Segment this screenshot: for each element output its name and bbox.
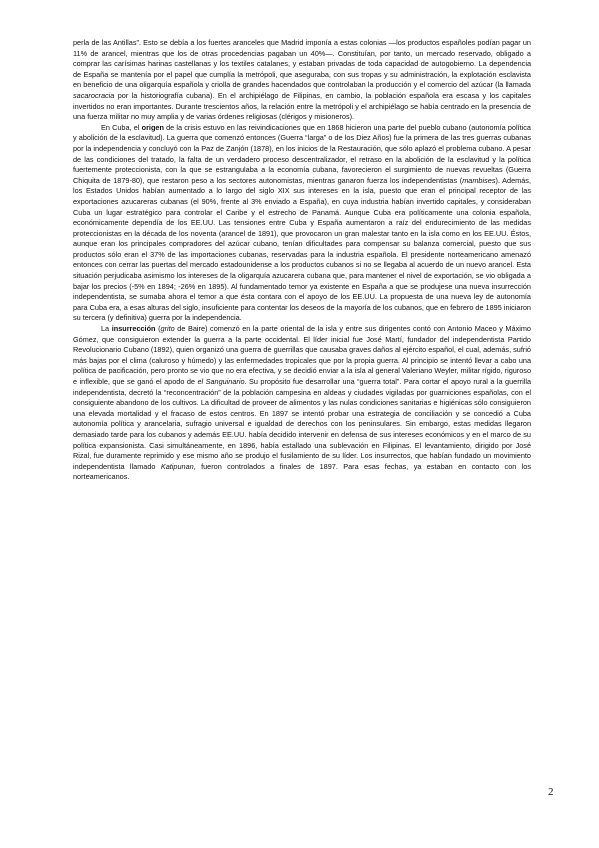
document-body <box>73 38 531 483</box>
text-run: por la historiografía cubana). En el archipiélago de Filipinas, en cambio, la población española era escasa y los capitales invertidos no eran importantes. Durante trescientos años, la relación entre la metrópoli y el archipiélago se había centrado en la presencia de una fuerza militar no muy amplia y de varias órdenes religiosas (clérigos y misioneros). <box>73 90 531 122</box>
text-run: perla de las Antillas”. Esto se debía a los fuertes aranceles que Madrid imponía a estas colonias —los productos españoles podían pagar un 11% de arancel, mientras que los de otras procedencias pagaban un 40%—. Constituían, por tanto, un mercado reservado, obligado a comprar las carísimas harinas castellanas y los textiles catalanes, y estaban privadas de toda capacidad de autogobierno. La dependencia de España se mantenía por el papel que cumplía la metrópoli, que aseguraba, con sus tropas y su administración, la explotación esclavista en beneficio de una oligarquía española y criolla de grandes hacendados que controlaban la producción y el comercio del azúcar (la llamada <box>73 38 531 90</box>
text-run: La <box>101 324 112 334</box>
text-run: de la crisis estuvo en las reivindicaciones que en 1868 hicieron una parte del pueblo cubano (autonomía política y abolición de la esclavitud). La guerra que comenzó entonces (Guerra “larga” o de los Diez Años) fue la primera de las tres guerras cubanas por la independencia y concluyó con la Paz de Zanjón (1878), en los inicios de la Restauración, que sólo aplazó el problema cubano. A pesar de las condiciones del tratado, la falta de un verdadero proceso descentralizador, el retraso en la abolición de la esclavitud y la política fuertemente proteccionista, con la que se estrangulaba a la economía cubana, favorecieron el surgimiento de nuevas revueltas (Guerra Chiquita de 1879-80), que restaron peso a los sectores autonomistas, mientras ganaron fuerza los independentistas ( <box>73 122 531 185</box>
paragraph-colonial-economy <box>73 38 531 123</box>
text-run: de Baire) comenzó en la parte oriental de la isla y entre sus dirigentes contó con Antonio Maceo y Máximo Gómez, que consiguieron extender la guerra a la parte occidental. El líder inicial fue José Martí, fundador del independentista Partido Revolucionario Cubano (1892), quien organizó una guerra de guerrillas que causaba graves daños al ejército español, el cual, además, sufrió más bajas por el clima (caluroso y húmedo) y las enfermedades tropicales que por la propia guerra. Al principio se intentó llevar a cabo una política de pacificación, pero pronto se vio que no era efectiva, y se decidió enviar a la isla al general Valeriano Weyler, militar rígido, riguroso e inflexible, que se ganó el apodo de <box>73 324 531 386</box>
text-run: ). Además, los Estados Unidos habían aumentado a lo largo del siglo XIX sus intereses en la isla, puesto que eran el principal receptor de las exportaciones azucareras cubanas (el 90%, frente al 3% enviado a España), en cuya industria habían invertido capitales, y consideraban Cuba un lugar estratégico para controlar el Caribe y el estrecho de Panamá. Aunque Cuba era políticamente una colonia española, económicamente dependía de los EE.UU. Las tensiones entre Cuba y España aumentaron a raíz del endurecimiento de las medidas proteccionistas en la década de los noventa (arancel de 1891), que provocaron un gran malestar tanto en la isla como en los EE.UU. Éstos, aunque eran los principales compradores del azúcar cubano, tenían dificultades para compensar su balanza comercial, puesto que sus productos sólo eran el 37% de las importaciones cubanas, reservadas para la industria española. El presidente norteamericano amenazó entonces con cerrar las puertas del mercado estadounidense a los productos cubanos si no se llegaba al acuerdo de un nuevo arancel. Esta situación perjudicaba asimismo los intereses de la oligarquía azucarera cubana que, para mantener el nivel de exportación, se vio obligada a bajar los precios (-5% en 1894; -26% en 1895). Al fundamentado temor ya existente en España a que se produjese una nueva insurrección independentista, se sumaba ahora el temor a que ésta contara con el apoyo de los EE.UU. La propuesta de una nueva ley de autonomía para Cuba era, a esas alturas del siglo, insuficiente para contentar los deseos de la mayoría de los cubanos, que en febrero de 1895 iniciaron su tercera (y definitiva) guerra por la independencia. <box>73 175 531 323</box>
italic-term: grito <box>160 324 175 334</box>
text-run: En Cuba, el <box>101 122 142 132</box>
page-number: 2 <box>548 786 554 798</box>
italic-term: Katipunan <box>160 461 194 471</box>
italic-term: mambises <box>462 175 496 185</box>
bold-term: origen <box>141 122 164 132</box>
paragraph-insurrection <box>73 324 531 483</box>
text-run: , fueron controlados a finales de 1897. Para esas fechas, ya estaban en contacto con los norteamericanos. <box>73 461 532 482</box>
paragraph-cuba-crisis-origin <box>73 123 531 324</box>
text-run: . Su propósito fue desarrollar una “guerra total”. Para cortar el apoyo rural a la guerrilla independentista, decretó la “reconcentración” de la población campesina en aldeas y ciudades vigiladas por guarniciones españolas, con el consiguiente abandono de los cultivos. La dificultad de proveer de alimentos y las nulas condiciones sanitarias e higiénicas sólo consiguieron una elevada mortalidad y el fracaso de estos centros. En 1897 se intentó probar una estrategia de conciliación y se concedió a Cuba autonomía política y arancelaria, sufragio universal e igualdad de derechos con los peninsulares. Sin embargo, estas medidas llegaron demasiado tarde para los cubanos y además EE.UU. había decidido intervenir en defensa de sus intereses económicos y en el marco de su política expansionista. Casi simultáneamente, en 1896, había estallado una sublevación en Filipinas. El levantamiento, dirigido por José Rizal, fue duramente reprimido y ese mismo año se produjo el fusilamiento de su líder. Los insurrectos, que habían fundado un movimiento independentista llamado <box>73 377 532 471</box>
bold-term: insurrección <box>111 324 156 334</box>
text-run: ( <box>155 324 161 334</box>
italic-term: sacarocracia <box>73 90 115 100</box>
italic-term: el Sanguinario <box>197 377 245 386</box>
